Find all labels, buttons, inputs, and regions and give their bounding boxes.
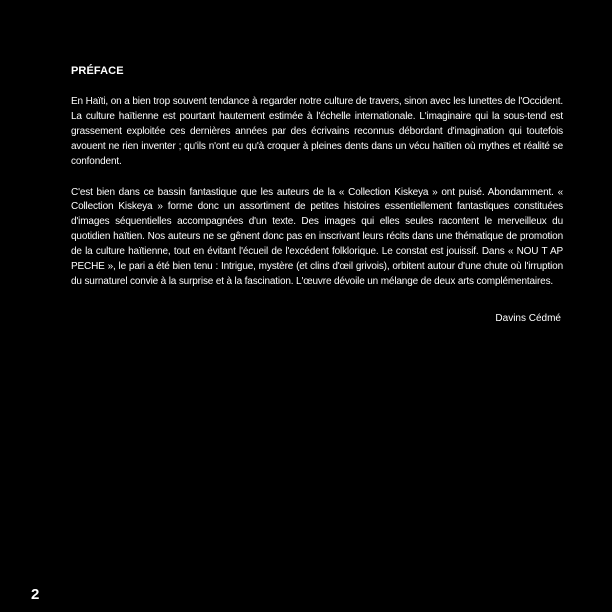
preface-body bbox=[71, 95, 563, 306]
preface-heading: PRÉFACE bbox=[71, 65, 124, 77]
preface-paragraph-2: C'est bien dans ce bassin fantastique que les auteurs de la « Collection Kiskeya » ont puisé. Abondamment. « Collection Kiskeya » forme donc un assortiment de petites histoires essentiellement fantastiques constituées d'images séquentielles accompagnées d'un texte. Des images qui elles seules racontent le merveilleux du quotidien haïtien. Nos auteurs ne se gênent donc pas en inscrivant leurs récits dans une thématique de promotion de la culture haïtienne, tout en évitant l'écueil de l'excédent folklorique. Le constat est jouissif. Dans « NOU T AP PECHE », le pari a été bien tenu : Intrigue, mystère (et clins d'œil grivois), orbitent autour d'une chute où l'irruption du surnaturel convie à la surprise et à la fascination. L'œuvre dévoile un mélange de deux arts complémentaires. bbox=[71, 186, 563, 287]
page-number: 2 bbox=[31, 586, 40, 603]
author-signature: Davins Cédmé bbox=[495, 313, 561, 324]
preface-paragraph-1: En Haïti, on a bien trop souvent tendance à regarder notre culture de travers, sinon avec les lunettes de l'Occident. La culture haïtienne est pourtant hautement estimée à l'échelle internationale. L'imaginaire qui la sous-tend est grassement exploitée ces dernières années par des écrivains reconnus débordant d'imagination qui toutefois avouent ne rien inventer ; qu'ils n'ont eu qu'à croquer à pleines dents dans un vécu haïtien où mythes et réalité se confondent. bbox=[71, 96, 563, 167]
